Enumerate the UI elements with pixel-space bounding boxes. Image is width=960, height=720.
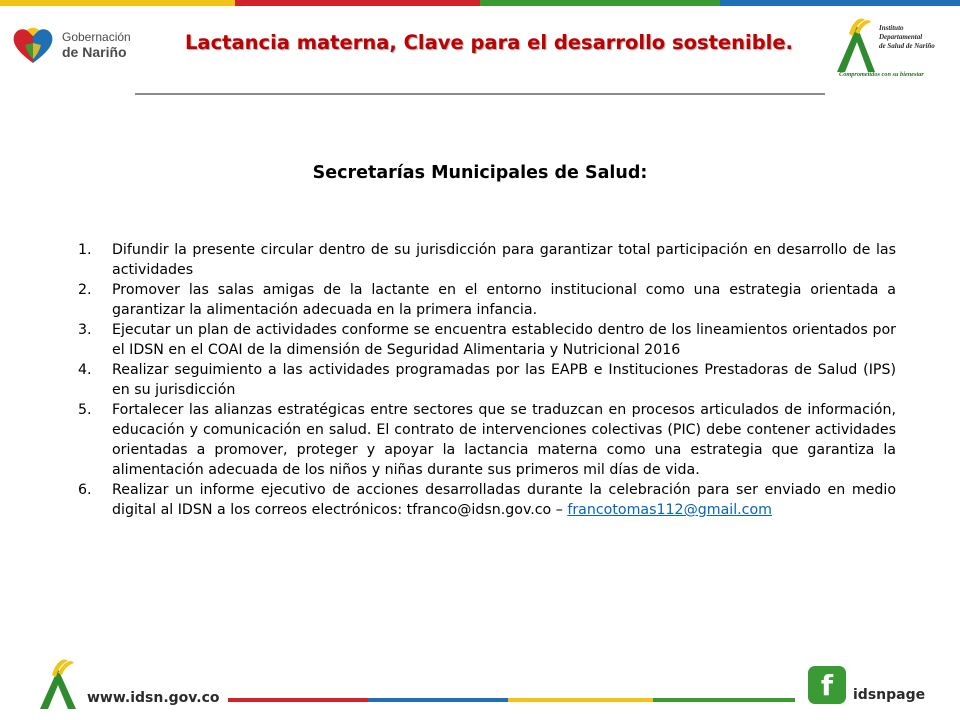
footer-color-line <box>228 698 795 702</box>
gov-logo-line2: de Nariño <box>62 44 127 60</box>
instructions-list <box>78 240 896 520</box>
section-heading: Secretarías Municipales de Salud: <box>312 163 648 183</box>
item-text: Ejecutar un plan de actividades conforme se encuentra establecido dentro de los lineamientos orientados por el IDSN en el COAI de la dimensión de Seguridad Alimentaria y Nutricional 2016 <box>112 322 896 358</box>
facebook-icon[interactable]: f <box>808 666 846 704</box>
top-color-bar <box>0 0 960 6</box>
gobernacion-narino-logo <box>10 22 150 68</box>
list-item <box>78 240 896 280</box>
idsn-institute-logo <box>835 12 950 78</box>
item-text: Realizar seguimiento a las actividades programadas por las EAPB e Instituciones Prestadoras de Salud (IPS) en su jurisdicción <box>112 362 896 398</box>
facebook-page-link[interactable]: idsnpage <box>853 687 926 703</box>
institute-slogan: Comprometidos con su bienestar <box>839 71 924 78</box>
page-title: Lactancia materna, Clave para el desarrollo sostenible. <box>185 31 793 54</box>
header-divider <box>135 93 825 95</box>
item-text: Fortalecer las alianzas estratégicas entre sectores que se traduzcan en procesos articulados de información, educación y comunicación en salud. El contrato de intervenciones colectivas (PIC) debe contener actividades orientadas a promover, proteger y apoyar la lactancia materna como una estrategia que garantiza la alimentación adecuada de los niños y niñas durante sus primeros mil días de vida. <box>112 402 896 478</box>
list-item <box>78 280 896 320</box>
item-number: 4. <box>78 362 92 378</box>
list-item <box>78 320 896 360</box>
email-link[interactable]: francotomas112@gmail.com <box>567 502 772 518</box>
gov-logo-line1: Gobernación <box>62 30 131 44</box>
heart-logo-icon <box>10 25 56 65</box>
idsn-footer-logo <box>38 655 84 711</box>
item-number: 6. <box>78 482 92 498</box>
item-number: 2. <box>78 282 92 298</box>
list-item <box>78 400 896 480</box>
item-text: Difundir la presente circular dentro de su jurisdicción para garantizar total participación en desarrollo de las actividades <box>112 242 896 278</box>
institute-line1: Instituto <box>879 24 904 32</box>
institute-line3: de Salud de Nariño <box>879 42 935 50</box>
item-text: Promover las salas amigas de la lactante en el entorno institucional como una estrategia orientada a garantizar la alimentación adecuada en la primera infancia. <box>112 282 896 318</box>
list-item <box>78 360 896 400</box>
item-text: Realizar un informe ejecutivo de acciones desarrolladas durante la celebración para ser enviado en medio digital al IDSN a los correos electrónicos: tfranco@idsn.gov.co – <box>112 482 896 518</box>
footer-website-link[interactable]: www.idsn.gov.co <box>87 690 220 706</box>
institute-line2: Departamental <box>879 33 923 41</box>
item-number: 1. <box>78 242 92 258</box>
list-item <box>78 480 896 520</box>
item-number: 3. <box>78 322 92 338</box>
item-number: 5. <box>78 402 92 418</box>
